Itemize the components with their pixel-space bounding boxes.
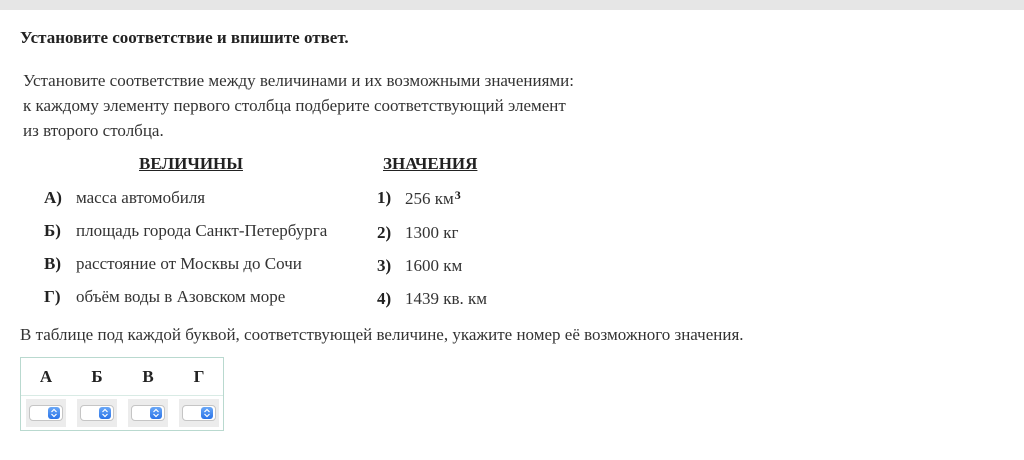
value-number: 4) — [377, 289, 392, 308]
answer-header-b: Б — [91, 367, 103, 386]
answer-select-b[interactable] — [80, 405, 114, 421]
answer-select-v[interactable] — [131, 405, 165, 421]
intro-line: Установите соответствие между величинами и их возможными значениями: — [23, 71, 574, 90]
value-superscript: 3 — [454, 188, 461, 202]
answer-select-a[interactable] — [29, 405, 63, 421]
quantity-text: расстояние от Москвы до Сочи — [76, 254, 302, 273]
answer-table-divider — [21, 395, 223, 396]
quantity-text: объём воды в Азовском море — [76, 287, 286, 306]
answer-table — [20, 357, 224, 431]
quantity-letter: В) — [44, 254, 61, 273]
answer-select-g[interactable] — [182, 405, 216, 421]
intro-line: из второго столбца. — [23, 121, 164, 140]
task-heading: Установите соответствие и впишите ответ. — [20, 28, 349, 47]
value-number: 3) — [377, 256, 392, 275]
quantity-letter: Г) — [44, 287, 61, 306]
value-text: 1600 км — [405, 256, 463, 275]
value-text: 1439 кв. км — [405, 289, 488, 308]
up-down-chevron-icon — [99, 407, 111, 419]
answer-header-g: Г — [193, 367, 205, 386]
value-text: 1300 кг — [405, 223, 459, 242]
answer-header-a: А — [39, 367, 53, 386]
task-intro — [23, 68, 643, 143]
value-item — [405, 188, 461, 209]
answer-header-v: В — [142, 367, 154, 386]
up-down-chevron-icon — [150, 407, 162, 419]
top-bar — [0, 0, 1024, 10]
value-number: 2) — [377, 223, 392, 242]
value-text: 256 км — [405, 189, 454, 208]
quantity-text: масса автомобиля — [76, 188, 206, 207]
answer-instruction: В таблице под каждой буквой, соответствующей величине, укажите номер её возможного значения. — [20, 325, 744, 344]
intro-line: к каждому элементу первого столбца подберите соответствующий элемент — [23, 96, 566, 115]
quantity-letter: Б) — [44, 221, 61, 240]
up-down-chevron-icon — [201, 407, 213, 419]
up-down-chevron-icon — [48, 407, 60, 419]
quantity-letter: А) — [44, 188, 62, 207]
value-number: 1) — [377, 188, 392, 207]
quantities-column-title: ВЕЛИЧИНЫ — [139, 154, 243, 173]
quantity-text: площадь города Санкт-Петербурга — [76, 221, 328, 240]
values-column-title: ЗНАЧЕНИЯ — [383, 154, 478, 173]
